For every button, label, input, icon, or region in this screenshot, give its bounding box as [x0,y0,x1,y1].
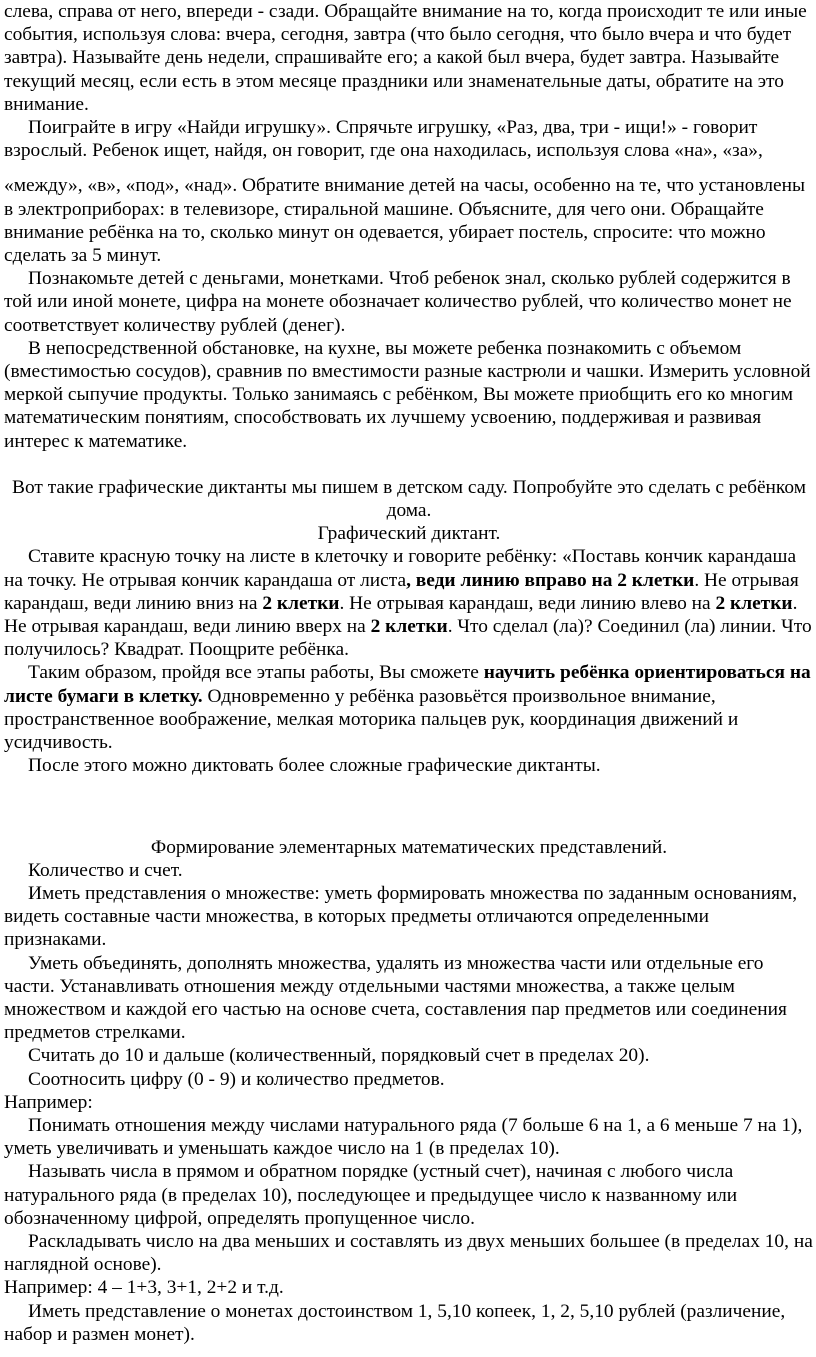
paragraph-example-decomposition: Например: 4 – 1+3, 3+1, 2+2 и т.д. [4,1277,284,1299]
paragraph-combine-sets: Уметь объединять, дополнять множества, удалять из множества части или отдельные его части. Устанавливать отношения между отдельными частями множества, а также целым множеством и каждой его частью на основе счета, составления пар предметов или соединения предметов стрелками. [4,952,787,1044]
document-page [4,0,814,1346]
text-span: . Не отрывая карандаш, веди линию влево на [339,592,716,614]
bold-cells: 2 клетки [617,569,695,591]
paragraph-sets: Иметь представления о множестве: уметь формировать множества по заданным основаниям, видеть составные части множества, в которых предметы отличаются определенными признаками. [4,882,798,951]
paragraph-naming-numbers: Называть числа в прямом и обратном порядке (устный счет), начиная с любого числа натурального ряда (в пределах 10), последующее и предыдущее число к названному или обозначенному цифрой, определять пропущенное число. [4,1161,738,1229]
paragraph-digit-quantity: Соотносить цифру (0 - 9) и количество предметов. [28,1068,445,1090]
text-span: Таким образом, пройдя все этапы работы, Вы сможете [28,662,484,684]
paragraph-summary [4,661,814,754]
paragraph-decompose-number: Раскладывать число на два меньших и составлять из двух меньших большее (в пределах 10, на наглядной основе). [4,1230,813,1276]
bold-comma: , веди линию вправо на [406,569,618,591]
text-span: Одновременно у ребёнка разовьётся произвольное внимание, пространственное воображение, мелкая моторика пальцев рук, координация движений и усидчивость. [4,685,739,754]
paragraph-money: Познакомьте детей с деньгами, монетками. Чтоб ребенок знал, сколько рублей содержится в той или иной монете, цифра на монете обозначает количество рублей, что количество монет не соответствует количеству рублей (денег). [4,268,792,336]
heading-math-concepts: Формирование элементарных математических представлений. [150,836,668,858]
paragraph-find-toy-game: Поиграйте в игру «Найди игрушку». Спрячьте игрушку, «Раз, два, три - ищи!» - говорит взрослый. Ребенок ищет, найдя, он говорит, где она находилась, используя слова «на», «за», [4,117,763,162]
paragraph-kitchen-volume: В непосредственной обстановке, на кухне, вы можете ребенка познакомить с объемом (вместимостью сосудов), сравнив по вместимости разные кастрюли и чашки. Измерить условной меркой сыпучие продукты. Только занимаясь с ребёнком, Вы можете приобщить его ко многим математическим понятиям, способствовать их лучшему усвоению, поддерживая и развивая интерес к математике. [4,337,811,452]
label-for-example: Например: [4,1091,93,1113]
bold-cells: 2 клетки [370,616,448,638]
text-span: . Не отрывая карандаш, веди линию вниз на [4,569,799,614]
text-span: . Что сделал (ла)? Соединил (ла) линии. Что получилось? Квадрат. Поощрите ребёнка. [4,616,812,661]
paragraph-count-to-10: Считать до 10 и дальше (количественный, порядковый счет в пределах 20). [28,1045,650,1067]
paragraph-clocks: «между», «в», «под», «над». Обратите внимание детей на часы, особенно на те, что установлены в электроприборах: в телевизоре, стиральной машине. Объясните, для чего они. Обращайте внимание ребёнка на то, сколько минут он одевается, убирает постель, спросите: что можно сделать за 5 минут. [4,175,806,267]
text-span: . Не отрывая карандаш, веди линию вверх на [4,592,798,638]
heading-graphic-dictation: Графический диктант. [317,523,501,545]
bold-goal: научить ребёнка ориентироваться на листе бумаги в клетку. [4,662,811,707]
bold-cells: 2 клетки [262,592,340,614]
paragraph-number-relations: Понимать отношения между числами натурального ряда (7 больше 6 на 1, а 6 меньше 7 на 1), уметь увеличивать и уменьшать каждое число на 1 (в пределах 10). [4,1114,803,1160]
bold-cells: 2 клетки [715,592,793,614]
paragraph-complex-dictations: После этого можно диктовать более сложные графические диктанты. [28,755,601,777]
paragraph-graphic-dictation-intro: Вот такие графические диктанты мы пишем в детском саду. Попробуйте это сделать с ребёнком дома. [12,476,806,522]
paragraph-dictation-instructions [4,545,814,661]
paragraph-coins: Иметь представление о монетах достоинством 1, 5,10 копеек, 1, 2, 5,10 рублей (различение, набор и размен монет). [4,1300,786,1345]
text-span: Ставите красную точку на листе в клеточку и говорите ребёнку: «Поставь кончик карандаша на точку. Не отрывая кончик карандаша от листа [4,546,797,591]
subheading-quantity-count: Количество и счет. [28,859,183,881]
paragraph-time-words: слева, справа от него, впереди - сзади. Обращайте внимание на то, когда происходит те или иные события, используя слова: вчера, сегодня, завтра (что было сегодня, что было вчера и что будет завтра). Называйте день недели, спрашивайте его; а какой был вчера, будет завтра. Называйте текущий месяц, если есть в этом месяце праздники или знаменательные даты, обратите на это внимание. [4,1,807,115]
